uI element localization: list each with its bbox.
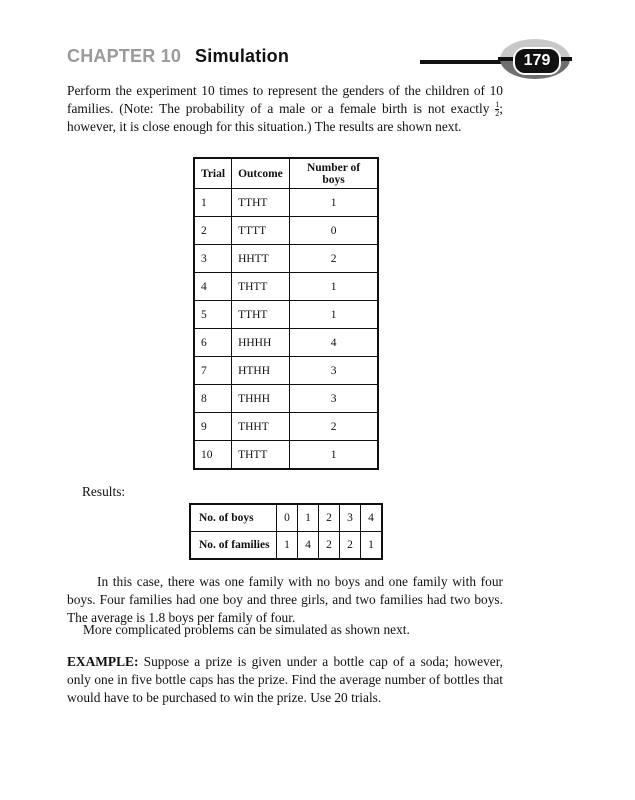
families-value: 2 (340, 532, 361, 560)
families-value: 2 (319, 532, 340, 560)
table-row (194, 301, 378, 329)
boys-value: 2 (319, 504, 340, 532)
trials-table (193, 157, 379, 470)
trial-cell: 1 (194, 189, 232, 217)
outcome-cell: TTHT (232, 301, 290, 329)
outcome-cell: THHH (232, 385, 290, 413)
trial-cell: 2 (194, 217, 232, 245)
outcome-cell: HHTT (232, 245, 290, 273)
trial-cell: 8 (194, 385, 232, 413)
boys-cell: 1 (290, 273, 379, 301)
intro-text-start: Perform the experiment 10 times to represent the genders of the children of 10 families. (Note: The probability of a male or a female birth is not exactly (67, 83, 503, 116)
header-outcome: Outcome (232, 158, 290, 189)
outcome-cell: THHT (232, 413, 290, 441)
boys-cell: 2 (290, 245, 379, 273)
chapter-heading (67, 46, 289, 67)
transition-paragraph: More complicated problems can be simulated as shown next. (83, 622, 410, 637)
table-row (194, 357, 378, 385)
table-row (194, 245, 378, 273)
trial-cell: 7 (194, 357, 232, 385)
outcome-cell: HTHH (232, 357, 290, 385)
header-number-of-boys: Number of boys (290, 158, 379, 189)
boys-row (190, 504, 382, 532)
table-row (194, 413, 378, 441)
outcome-cell: TTTT (232, 217, 290, 245)
boys-value: 3 (340, 504, 361, 532)
results-label: Results: (82, 484, 126, 499)
boys-cell: 0 (290, 217, 379, 245)
boys-row-label: No. of boys (190, 504, 277, 532)
header-trial: Trial (194, 158, 232, 189)
trial-cell: 3 (194, 245, 232, 273)
example-text: Suppose a prize is given under a bottle cap of a soda; however, only one in five bottle caps has the prize. Find the average number of bottles that would have to be purchased to win the prize. Use 20 trials. (67, 654, 503, 705)
table-row (194, 189, 378, 217)
results-table (189, 503, 383, 560)
boys-value: 1 (298, 504, 319, 532)
boys-cell: 2 (290, 413, 379, 441)
boys-cell: 3 (290, 385, 379, 413)
families-row-label: No. of families (190, 532, 277, 560)
chapter-label: CHAPTER 10 (67, 46, 182, 66)
boys-value: 4 (361, 504, 383, 532)
families-value: 1 (361, 532, 383, 560)
example-label: EXAMPLE: (67, 654, 139, 669)
families-value: 4 (298, 532, 319, 560)
trial-cell: 6 (194, 329, 232, 357)
boys-value: 0 (277, 504, 298, 532)
boys-cell: 1 (290, 189, 379, 217)
trial-cell: 4 (194, 273, 232, 301)
chapter-title: Simulation (195, 46, 290, 66)
boys-cell: 4 (290, 329, 379, 357)
trial-cell: 9 (194, 413, 232, 441)
fraction-numerator: 1 (495, 100, 500, 110)
outcome-cell: HHHH (232, 329, 290, 357)
boys-cell: 3 (290, 357, 379, 385)
trial-cell: 5 (194, 301, 232, 329)
table-row (194, 217, 378, 245)
outcome-cell: THTT (232, 441, 290, 470)
table-row (194, 273, 378, 301)
table-row (194, 441, 378, 470)
trials-header-row (194, 158, 378, 189)
outcome-cell: THTT (232, 273, 290, 301)
outcome-cell: TTHT (232, 189, 290, 217)
families-value: 1 (277, 532, 298, 560)
example-paragraph (67, 653, 503, 707)
intro-paragraph (67, 82, 503, 136)
trial-cell: 10 (194, 441, 232, 470)
intro-text-end: ; however, it is close enough for this situation.) The results are shown next. (67, 101, 503, 135)
boys-cell: 1 (290, 301, 379, 329)
table-row (194, 329, 378, 357)
fraction-denominator: 2 (495, 109, 500, 119)
families-row (190, 532, 382, 560)
page-number: 179 (513, 47, 561, 75)
boys-cell: 1 (290, 441, 379, 470)
table-row (194, 385, 378, 413)
summary-paragraph: In this case, there was one family with no boys and one family with four boys. Four families had one boy and three girls, and two families had two boys. The average is 1.8 boys per family of four. (67, 574, 503, 625)
